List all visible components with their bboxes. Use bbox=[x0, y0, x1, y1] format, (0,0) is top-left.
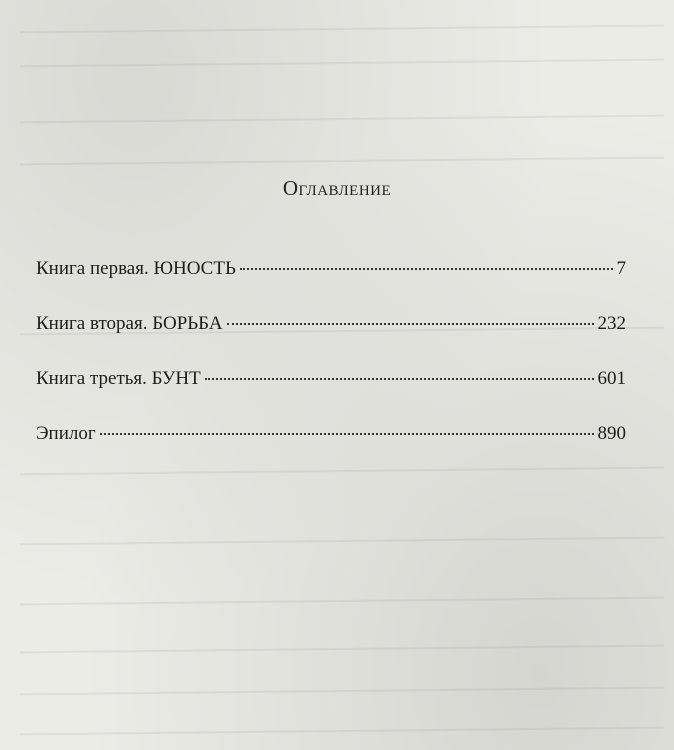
table-of-contents bbox=[36, 258, 626, 478]
show-through-line bbox=[20, 537, 664, 546]
toc-entry-label: Книга первая. ЮНОСТЬ bbox=[36, 258, 236, 279]
show-through-line bbox=[20, 645, 664, 654]
dot-leader bbox=[100, 433, 594, 435]
toc-entry-epilogue bbox=[36, 423, 626, 457]
show-through-line bbox=[20, 727, 664, 736]
dot-leader bbox=[227, 323, 594, 325]
toc-entry-page: 890 bbox=[597, 423, 626, 444]
dot-leader bbox=[240, 268, 613, 270]
toc-entry-book-two bbox=[36, 313, 626, 347]
show-through-line bbox=[20, 59, 664, 68]
toc-entry-label: Книга вторая. БОРЬБА bbox=[36, 313, 223, 334]
dot-leader bbox=[205, 378, 594, 380]
show-through-line bbox=[20, 687, 664, 696]
toc-entry-book-three bbox=[36, 368, 626, 402]
show-through-line bbox=[20, 597, 664, 606]
page-title: Оглавление bbox=[282, 176, 392, 200]
toc-entry-page: 601 bbox=[597, 368, 626, 389]
toc-entry-label: Книга третья. БУНТ bbox=[36, 368, 201, 389]
show-through-line bbox=[20, 25, 664, 34]
toc-entry-book-one bbox=[36, 258, 626, 292]
show-through-line bbox=[20, 157, 664, 166]
toc-entry-label: Эпилог bbox=[36, 423, 96, 444]
toc-entry-page: 7 bbox=[616, 258, 626, 279]
toc-entry-page: 232 bbox=[597, 313, 626, 334]
show-through-line bbox=[20, 115, 664, 124]
